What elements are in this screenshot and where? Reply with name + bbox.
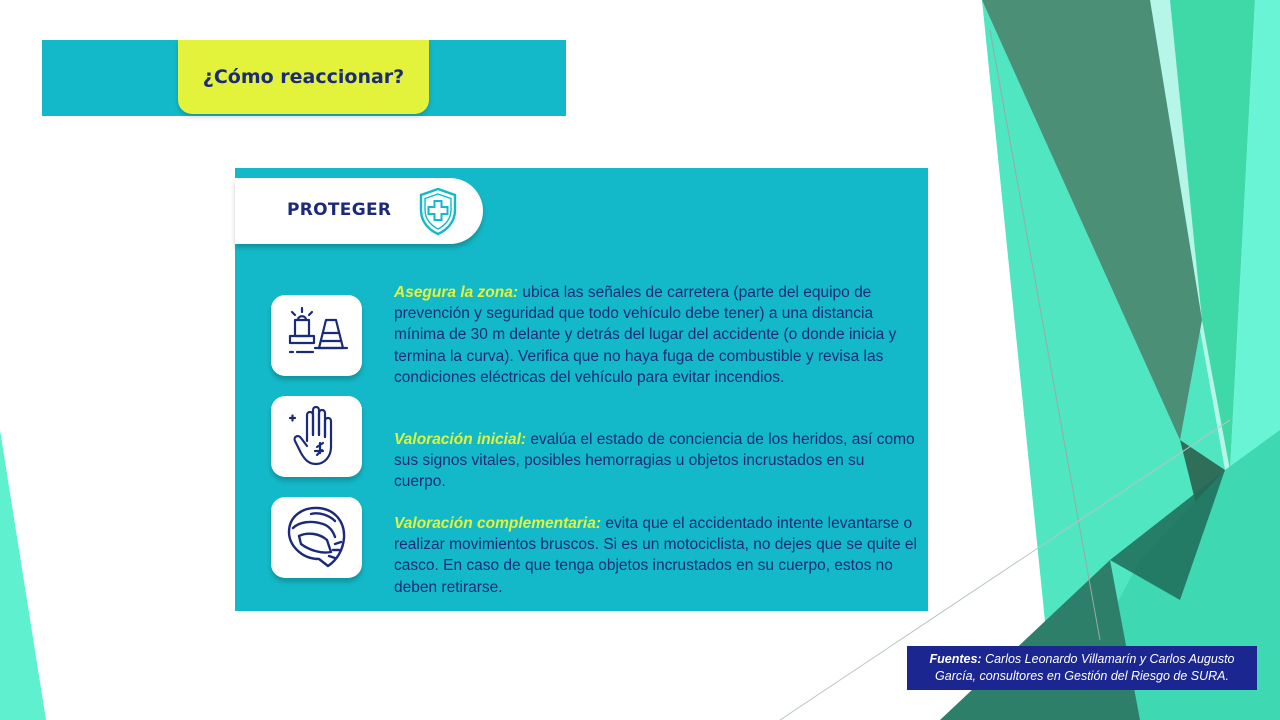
sources-box	[907, 646, 1257, 690]
item-text: ubica las señales de carretera (parte del equipo de prevención y seguridad que todo vehículo debe tener) a una distancia mínima de 30 m delante y detrás del lugar del accidente (o donde inicia y termina la curva). Verifica que no haya fuga de combustible y revisa las condiciones eléctricas del vehículo para evitar incendios.	[394, 284, 897, 386]
road-signs-icon-box	[271, 295, 362, 376]
sources-label: Fuentes:	[929, 652, 982, 666]
title-pill	[178, 40, 429, 114]
road-signs-icon	[281, 300, 352, 371]
shield-cross-icon	[418, 186, 458, 236]
item-lead: Valoración inicial:	[394, 431, 527, 448]
sources-text: Carlos Leonardo Villamarín y Carlos Augusto García, consultores en Gestión del Riesgo de SURA.	[935, 652, 1235, 683]
item-text: evalúa el estado de conciencia de los heridos, así como sus signos vitales, posibles hemorragias u objetos incrustados en su cuerpo.	[394, 431, 915, 491]
list-item	[394, 429, 919, 493]
section-tab	[235, 178, 483, 244]
page-title: ¿Cómo reaccionar?	[202, 66, 405, 88]
list-item	[394, 282, 919, 388]
helmet-icon	[281, 502, 352, 573]
list-item	[394, 513, 919, 598]
injured-hand-icon	[281, 401, 352, 472]
injured-hand-icon-box	[271, 396, 362, 477]
section-tab-label: PROTEGER	[287, 200, 392, 220]
item-lead: Asegura la zona:	[394, 284, 519, 301]
helmet-icon-box	[271, 497, 362, 578]
item-lead: Valoración complementaria:	[394, 515, 602, 532]
item-text: evita que el accidentado intente levantarse o realizar movimientos bruscos. Si es un motociclista, no dejes que se quite el casco. En caso de que tenga objetos incrustados en su cuerpo, estos no deben retirarse.	[394, 515, 917, 596]
